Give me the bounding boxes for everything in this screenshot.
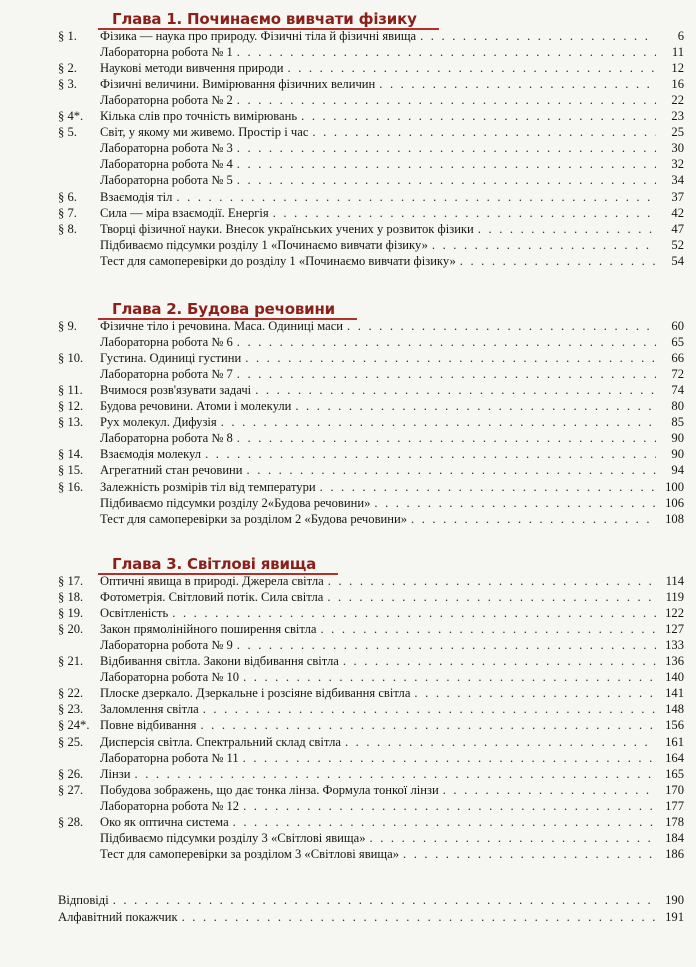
toc-entry-line <box>100 60 684 76</box>
toc-entry-line <box>100 782 684 798</box>
page-number: 165 <box>665 766 684 781</box>
dot-leader <box>312 124 656 140</box>
dot-leader <box>414 685 656 701</box>
entry-title: Наукові методи вивчення природи <box>100 61 284 76</box>
entry-title: Сила — міра взаємодії. Енергія <box>100 205 269 220</box>
toc-entry[interactable] <box>58 60 684 76</box>
toc-entry[interactable] <box>58 782 684 798</box>
dot-leader <box>233 814 656 830</box>
page-number: 114 <box>665 574 684 588</box>
page-number: 133 <box>665 638 684 653</box>
toc-entry[interactable] <box>58 237 684 253</box>
entry-title: Підбиваємо підсумки розділу 2«Будова речовини» <box>100 495 371 510</box>
page-number: 106 <box>665 495 684 510</box>
page-number: 127 <box>665 622 684 637</box>
toc-entry[interactable] <box>58 366 684 382</box>
toc-entry[interactable] <box>58 76 684 92</box>
toc-entry[interactable] <box>58 398 684 414</box>
entry-title: Взаємодія тіл <box>100 189 173 204</box>
toc-entry[interactable] <box>58 334 684 350</box>
page-number: 170 <box>665 782 684 797</box>
entry-title: Відбивання світла. Закони відбивання світла <box>100 654 339 669</box>
toc-entry-line <box>100 108 684 124</box>
entry-title: Рух молекул. Дифузія <box>100 415 217 430</box>
entry-title: Заломлення світла <box>100 702 199 717</box>
entry-title: Світ, у якому ми живемо. Простір і час <box>100 125 309 140</box>
entry-title: Фізика — наука про природу. Фізичні тіла й фізичні явища <box>100 29 417 43</box>
entry-title: Побудова зображень, що дає тонка лінза. Формула тонкої лінзи <box>100 782 439 797</box>
dot-leader <box>374 495 656 511</box>
dot-leader <box>237 44 656 60</box>
section-number: § 13. <box>58 415 84 430</box>
dot-leader <box>237 172 656 188</box>
entry-title: Дисперсія світла. Спектральний склад світла <box>100 734 341 749</box>
toc-entry[interactable] <box>58 701 684 717</box>
page-number: 108 <box>665 511 684 526</box>
toc-entry-line <box>100 685 684 701</box>
dot-leader <box>172 605 656 621</box>
dot-leader <box>176 189 656 205</box>
toc-entry-line <box>100 76 684 92</box>
chapter-title: Глава 3. Світлові явища <box>112 555 317 573</box>
toc-entry-line <box>100 237 684 253</box>
entry-title: Лабораторна робота № 3 <box>100 141 233 156</box>
toc-entry-line <box>100 701 684 717</box>
page-number: 60 <box>671 319 684 333</box>
entry-title: Лабораторна робота № 1 <box>100 45 233 60</box>
entry-title: Взаємодія молекул <box>100 447 202 462</box>
toc-entry[interactable] <box>58 798 684 814</box>
dot-leader <box>478 221 656 237</box>
entry-title: Лінзи <box>100 766 131 781</box>
section-number: § 7. <box>58 205 77 220</box>
page-number: 32 <box>671 157 684 172</box>
page-number: 140 <box>665 670 684 685</box>
toc-entry[interactable] <box>58 750 684 766</box>
page-number: 47 <box>671 221 684 236</box>
toc-entry-line <box>100 221 684 237</box>
page-number: 12 <box>671 61 684 76</box>
entry-title: Підбиваємо підсумки розділу 3 «Світлові явища» <box>100 830 366 845</box>
toc-entry[interactable] <box>58 830 684 846</box>
entry-title: Фізичні величини. Вимірювання фізичних величин <box>100 77 376 92</box>
dot-leader <box>301 108 656 124</box>
toc-entry-line <box>100 172 684 188</box>
toc-entry-line <box>100 44 684 60</box>
dot-leader <box>443 782 656 798</box>
toc-entry-line <box>100 382 684 398</box>
toc-entry[interactable] <box>58 189 684 205</box>
dot-leader <box>203 701 656 717</box>
section-number: § 6. <box>58 189 77 204</box>
page-number: 34 <box>671 173 684 188</box>
page-number: 90 <box>671 447 684 462</box>
section-number: § 8. <box>58 221 77 236</box>
toc-entry-line <box>100 350 684 366</box>
chapter-heading <box>112 10 417 28</box>
toc-entry[interactable] <box>58 221 684 237</box>
page-number: 100 <box>665 479 684 494</box>
dot-leader <box>182 909 656 925</box>
toc-entry-line <box>100 814 684 830</box>
toc-entry-line <box>58 909 684 925</box>
dot-leader <box>135 766 657 782</box>
toc-entry-line <box>58 892 684 908</box>
section-number: § 19. <box>58 606 84 621</box>
section-number: § 27. <box>58 782 84 797</box>
toc-entry[interactable] <box>58 734 684 750</box>
toc-entry[interactable] <box>58 589 684 605</box>
entry-title: Залежність розмірів тіл від температури <box>100 479 316 494</box>
toc-entry[interactable] <box>58 140 684 156</box>
page-number: 42 <box>671 205 684 220</box>
dot-leader <box>245 350 656 366</box>
page-number: 90 <box>671 431 684 446</box>
entry-title: Агрегатний стан речовини <box>100 463 243 478</box>
toc-entry[interactable] <box>58 205 684 221</box>
dot-leader <box>347 318 656 334</box>
toc-entry-line <box>100 717 684 733</box>
page-number: 22 <box>671 93 684 108</box>
entry-title: Творці фізичної науки. Внесок українських учених у розвиток фізики <box>100 221 474 236</box>
dot-leader <box>221 414 656 430</box>
page-number: 52 <box>671 237 684 252</box>
page-number: 65 <box>671 335 684 350</box>
toc-entry[interactable] <box>58 92 684 108</box>
section-number: § 11. <box>58 383 83 398</box>
section-number: § 9. <box>58 319 77 333</box>
toc-entry[interactable] <box>58 909 684 925</box>
chapter-title: Глава 2. Будова речовини <box>112 300 335 318</box>
entry-title: Освітленість <box>100 606 169 621</box>
entry-title: Будова речовини. Атоми і молекули <box>100 399 292 414</box>
entry-title: Лабораторна робота № 12 <box>100 798 240 813</box>
page-number: 66 <box>671 351 684 366</box>
dot-leader <box>237 92 656 108</box>
dot-leader <box>243 750 656 766</box>
entry-title: Лабораторна робота № 4 <box>100 157 233 172</box>
page-number: 11 <box>671 45 684 60</box>
toc-entry[interactable] <box>58 430 684 446</box>
toc-entry-line <box>100 414 684 430</box>
toc-entry-line <box>100 573 684 589</box>
toc-entry[interactable] <box>58 318 684 334</box>
entry-title: Лабораторна робота № 2 <box>100 93 233 108</box>
toc-entry-line <box>100 669 684 685</box>
section-number: § 10. <box>58 351 84 366</box>
toc-entry-line <box>100 479 684 495</box>
entry-title: Закон прямолінійного поширення світла <box>100 622 317 637</box>
entry-title: Відповіді <box>58 893 109 907</box>
entry-title: Підбиваємо підсумки розділу 1 «Починаємо вивчати фізику» <box>100 237 428 252</box>
toc-entry[interactable] <box>58 108 684 124</box>
toc-entry[interactable] <box>58 637 684 653</box>
dot-leader <box>327 589 656 605</box>
page-number: 178 <box>665 814 684 829</box>
entry-title: Повне відбивання <box>100 718 197 733</box>
page-number: 6 <box>677 29 684 43</box>
entry-title: Фізичне тіло і речовина. Маса. Одиниці маси <box>100 319 344 333</box>
dot-leader <box>370 830 656 846</box>
toc-entry-line <box>100 156 684 172</box>
dot-leader <box>255 382 656 398</box>
dot-leader <box>343 653 656 669</box>
chapter-heading <box>112 300 335 318</box>
page-number: 161 <box>665 734 684 749</box>
entry-title: Тест для самоперевірки за розділом 3 «Світлові явища» <box>100 846 399 861</box>
entry-title: Лабораторна робота № 7 <box>100 367 233 382</box>
entry-title: Лабораторна робота № 8 <box>100 431 233 446</box>
section-number: § 12. <box>58 399 84 414</box>
toc-entry[interactable] <box>58 124 684 140</box>
entry-title: Лабораторна робота № 10 <box>100 670 240 685</box>
toc-entry[interactable] <box>58 156 684 172</box>
dot-leader <box>320 621 656 637</box>
chapter-heading <box>112 555 316 573</box>
page-number: 72 <box>671 367 684 382</box>
section-number: § 20. <box>58 622 84 637</box>
toc-entry-line <box>100 511 684 527</box>
page-number: 37 <box>671 189 684 204</box>
entry-title: Кілька слів про точність вимірювань <box>100 109 298 124</box>
dot-leader <box>200 717 656 733</box>
section-number: § 23. <box>58 702 84 717</box>
toc-entry[interactable] <box>58 846 684 862</box>
dot-leader <box>243 798 656 814</box>
toc-entry-line <box>100 605 684 621</box>
toc-entry[interactable] <box>58 511 684 527</box>
toc-entry[interactable] <box>58 495 684 511</box>
page-number: 16 <box>671 77 684 92</box>
entry-title: Лабораторна робота № 5 <box>100 173 233 188</box>
page-number: 164 <box>665 750 684 765</box>
toc-entry-line <box>100 637 684 653</box>
section-number: § 3. <box>58 77 77 92</box>
dot-leader <box>243 669 656 685</box>
entry-title: Густина. Одиниці густини <box>100 351 242 366</box>
toc-entry[interactable] <box>58 573 684 589</box>
entry-title: Тест для самоперевірки до розділу 1 «Починаємо вивчати фізику» <box>100 253 456 268</box>
dot-leader <box>420 28 656 44</box>
toc-entry[interactable] <box>58 350 684 366</box>
toc-entry[interactable] <box>58 382 684 398</box>
toc-entry[interactable] <box>58 621 684 637</box>
section-number: § 18. <box>58 590 84 605</box>
toc-entry-line <box>100 140 684 156</box>
entry-title: Плоске дзеркало. Дзеркальне і розсіяне відбивання світла <box>100 686 411 701</box>
page-number: 122 <box>665 606 684 621</box>
section-number: § 26. <box>58 766 84 781</box>
entry-title: Око як оптична система <box>100 814 229 829</box>
toc-entry-line <box>100 253 684 269</box>
toc-entry-line <box>100 124 684 140</box>
dot-leader <box>432 237 656 253</box>
section-number: § 1. <box>58 29 77 43</box>
toc-entry-line <box>100 398 684 414</box>
toc-entry-line <box>100 92 684 108</box>
section-number: § 25. <box>58 734 84 749</box>
entry-title: Оптичні явища в природі. Джерела світла <box>100 574 324 588</box>
dot-leader <box>288 60 657 76</box>
entry-title: Тест для самоперевірки за розділом 2 «Будова речовини» <box>100 511 408 526</box>
dot-leader <box>320 479 656 495</box>
toc-entry[interactable] <box>58 172 684 188</box>
section-number: § 14. <box>58 447 84 462</box>
toc-entry[interactable] <box>58 462 684 478</box>
dot-leader <box>247 462 656 478</box>
toc-entry-line <box>100 189 684 205</box>
toc-entry[interactable] <box>58 653 684 669</box>
toc-entry[interactable] <box>58 814 684 830</box>
toc-entry[interactable] <box>58 479 684 495</box>
section-number: § 21. <box>58 654 84 669</box>
toc-entry[interactable] <box>58 44 684 60</box>
toc-entry[interactable] <box>58 892 684 908</box>
page-number: 25 <box>671 125 684 140</box>
toc-entry[interactable] <box>58 446 684 462</box>
dot-leader <box>113 892 656 908</box>
page-number: 156 <box>665 718 684 733</box>
dot-leader <box>237 430 656 446</box>
page-number: 191 <box>665 909 684 924</box>
entry-title: Вчимося розв'язувати задачі <box>100 383 252 398</box>
toc-entry-line <box>100 366 684 382</box>
toc-entry-line <box>100 318 684 334</box>
dot-leader <box>460 253 656 269</box>
dot-leader <box>237 156 656 172</box>
page-number: 190 <box>665 893 684 907</box>
section-number: § 17. <box>58 574 84 588</box>
dot-leader <box>403 846 656 862</box>
toc-entry-line <box>100 830 684 846</box>
dot-leader <box>411 511 656 527</box>
entry-title: Лабораторна робота № 9 <box>100 638 233 653</box>
page-number: 94 <box>671 463 684 478</box>
page-number: 136 <box>665 654 684 669</box>
page-number: 30 <box>671 141 684 156</box>
chapter-title: Глава 1. Починаємо вивчати фізику <box>112 10 417 28</box>
section-number: § 4*. <box>58 109 84 124</box>
toc-entry-line <box>100 766 684 782</box>
dot-leader <box>237 140 656 156</box>
section-number: § 24*. <box>58 718 90 733</box>
toc-entry[interactable] <box>58 669 684 685</box>
dot-leader <box>237 334 656 350</box>
page-number: 80 <box>671 399 684 414</box>
section-number: § 15. <box>58 463 84 478</box>
page-number: 148 <box>665 702 684 717</box>
section-number: § 22. <box>58 686 84 701</box>
entry-title: Лабораторна робота № 6 <box>100 335 233 350</box>
toc-entry-line <box>100 846 684 862</box>
section-number: § 16. <box>58 479 84 494</box>
page-number: 54 <box>671 253 684 268</box>
toc-entry-line <box>100 734 684 750</box>
toc-entry[interactable] <box>58 28 684 44</box>
page-number: 141 <box>665 686 684 701</box>
toc-entry[interactable] <box>58 605 684 621</box>
dot-leader <box>273 205 656 221</box>
toc-entry-line <box>100 205 684 221</box>
toc-entry[interactable] <box>58 717 684 733</box>
page-number: 177 <box>665 798 684 813</box>
toc-entry-line <box>100 589 684 605</box>
toc-entry-line <box>100 334 684 350</box>
dot-leader <box>205 446 656 462</box>
toc-entry-line <box>100 653 684 669</box>
dot-leader <box>379 76 656 92</box>
toc-entry[interactable] <box>58 253 684 269</box>
toc-entry-line <box>100 430 684 446</box>
toc-entry-line <box>100 462 684 478</box>
toc-entry-line <box>100 495 684 511</box>
dot-leader <box>237 366 656 382</box>
page-number: 74 <box>671 383 684 398</box>
section-number: § 5. <box>58 125 77 140</box>
entry-title: Алфавітний покажчик <box>58 909 178 924</box>
toc-entry-line <box>100 621 684 637</box>
toc-entry-line <box>100 446 684 462</box>
page-number: 23 <box>671 109 684 124</box>
toc-entry-line <box>100 28 684 44</box>
dot-leader <box>345 734 656 750</box>
entry-title: Лабораторна робота № 11 <box>100 750 239 765</box>
section-number: § 2. <box>58 61 77 76</box>
toc-entry[interactable] <box>58 766 684 782</box>
section-number: § 28. <box>58 814 84 829</box>
toc-entry[interactable] <box>58 685 684 701</box>
toc-entry[interactable] <box>58 414 684 430</box>
dot-leader <box>237 637 656 653</box>
page-number: 186 <box>665 846 684 861</box>
page-number: 184 <box>665 830 684 845</box>
toc-entry-line <box>100 750 684 766</box>
page-number: 85 <box>671 415 684 430</box>
dot-leader <box>295 398 656 414</box>
dot-leader <box>328 573 656 589</box>
entry-title: Фотометрія. Світловий потік. Сила світла <box>100 590 324 605</box>
page-number: 119 <box>665 590 684 605</box>
toc-entry-line <box>100 798 684 814</box>
